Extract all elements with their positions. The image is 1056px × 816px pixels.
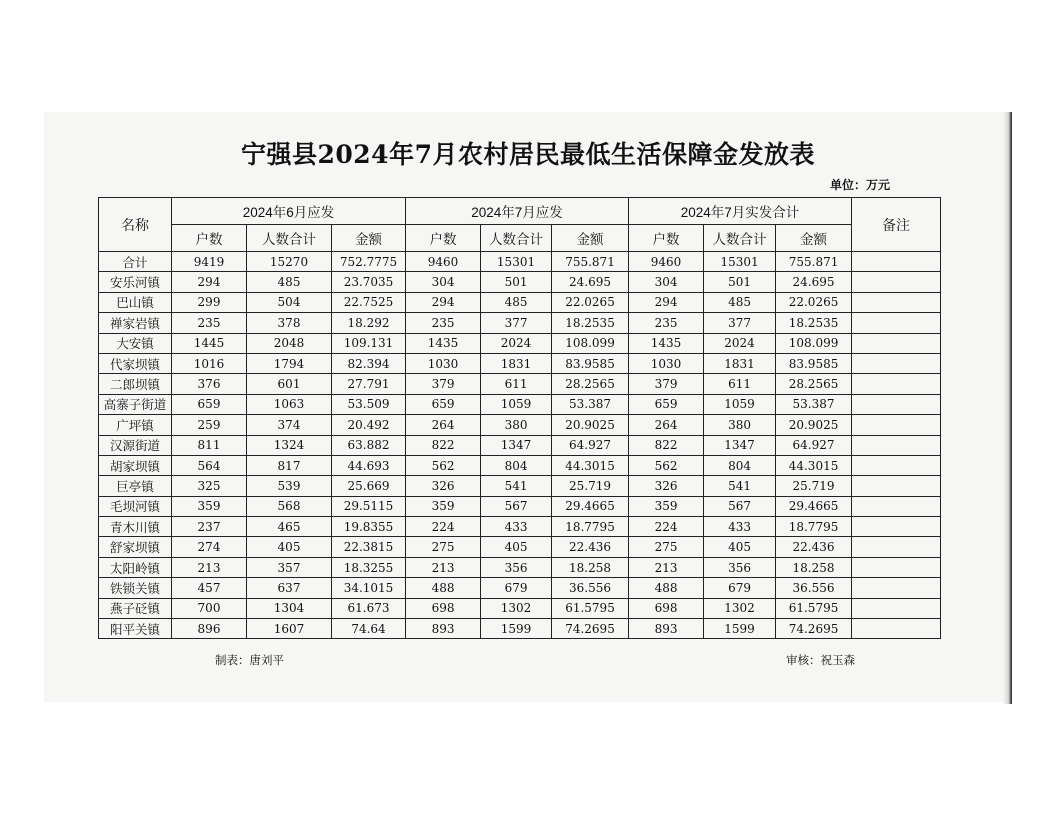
value-cell: 61.673 bbox=[332, 598, 406, 618]
table-body bbox=[99, 252, 941, 639]
remark-cell bbox=[852, 394, 941, 414]
table-row bbox=[99, 313, 941, 333]
row-name-cell: 高寨子街道 bbox=[99, 394, 172, 414]
value-cell: 567 bbox=[704, 496, 776, 516]
value-cell: 9460 bbox=[406, 252, 481, 272]
value-cell: 817 bbox=[247, 455, 332, 475]
value-cell: 539 bbox=[247, 476, 332, 496]
value-cell: 1059 bbox=[481, 394, 552, 414]
row-name-cell: 舒家坝镇 bbox=[99, 537, 172, 557]
value-cell: 357 bbox=[247, 557, 332, 577]
remark-cell bbox=[852, 517, 941, 537]
value-cell: 755.871 bbox=[552, 252, 629, 272]
value-cell: 61.5795 bbox=[776, 598, 852, 618]
value-cell: 698 bbox=[629, 598, 704, 618]
remark-cell bbox=[852, 435, 941, 455]
value-cell: 2048 bbox=[247, 333, 332, 353]
value-cell: 755.871 bbox=[776, 252, 852, 272]
value-cell: 488 bbox=[406, 578, 481, 598]
row-name-cell: 燕子砭镇 bbox=[99, 598, 172, 618]
table-row bbox=[99, 394, 941, 414]
row-name-cell: 巴山镇 bbox=[99, 292, 172, 312]
value-cell: 29.4665 bbox=[552, 496, 629, 516]
value-cell: 659 bbox=[406, 394, 481, 414]
table-row bbox=[99, 517, 941, 537]
value-cell: 659 bbox=[172, 394, 247, 414]
value-cell: 25.719 bbox=[552, 476, 629, 496]
row-name-cell: 大安镇 bbox=[99, 333, 172, 353]
value-cell: 53.387 bbox=[776, 394, 852, 414]
value-cell: 224 bbox=[406, 517, 481, 537]
value-cell: 374 bbox=[247, 415, 332, 435]
value-cell: 235 bbox=[406, 313, 481, 333]
table-row bbox=[99, 598, 941, 618]
table-row bbox=[99, 619, 941, 639]
table-row bbox=[99, 252, 941, 272]
remark-cell bbox=[852, 578, 941, 598]
value-cell: 564 bbox=[172, 455, 247, 475]
value-cell: 22.0265 bbox=[776, 292, 852, 312]
value-cell: 1324 bbox=[247, 435, 332, 455]
value-cell: 1302 bbox=[481, 598, 552, 618]
header-amount: 金额 bbox=[332, 225, 406, 252]
row-name-cell: 广坪镇 bbox=[99, 415, 172, 435]
header-amount: 金额 bbox=[776, 225, 852, 252]
value-cell: 275 bbox=[406, 537, 481, 557]
value-cell: 433 bbox=[704, 517, 776, 537]
table-row bbox=[99, 353, 941, 373]
remark-cell bbox=[852, 353, 941, 373]
table-row bbox=[99, 415, 941, 435]
value-cell: 377 bbox=[481, 313, 552, 333]
value-cell: 294 bbox=[172, 272, 247, 292]
value-cell: 380 bbox=[704, 415, 776, 435]
value-cell: 9419 bbox=[172, 252, 247, 272]
remark-cell bbox=[852, 313, 941, 333]
value-cell: 2024 bbox=[704, 333, 776, 353]
table-row bbox=[99, 537, 941, 557]
value-cell: 29.4665 bbox=[776, 496, 852, 516]
value-cell: 893 bbox=[629, 619, 704, 639]
value-cell: 64.927 bbox=[552, 435, 629, 455]
row-name-cell: 代家坝镇 bbox=[99, 353, 172, 373]
header-persons: 人数合计 bbox=[704, 225, 776, 252]
value-cell: 22.436 bbox=[552, 537, 629, 557]
value-cell: 294 bbox=[406, 292, 481, 312]
value-cell: 264 bbox=[629, 415, 704, 435]
value-cell: 1302 bbox=[704, 598, 776, 618]
row-name-cell: 汉源街道 bbox=[99, 435, 172, 455]
value-cell: 1347 bbox=[704, 435, 776, 455]
value-cell: 235 bbox=[172, 313, 247, 333]
value-cell: 61.5795 bbox=[552, 598, 629, 618]
table-row bbox=[99, 496, 941, 516]
value-cell: 1794 bbox=[247, 353, 332, 373]
value-cell: 501 bbox=[704, 272, 776, 292]
table-row bbox=[99, 292, 941, 312]
value-cell: 326 bbox=[406, 476, 481, 496]
value-cell: 294 bbox=[629, 292, 704, 312]
value-cell: 379 bbox=[629, 374, 704, 394]
value-cell: 20.492 bbox=[332, 415, 406, 435]
row-name-cell: 青木川镇 bbox=[99, 517, 172, 537]
value-cell: 213 bbox=[629, 557, 704, 577]
value-cell: 679 bbox=[704, 578, 776, 598]
value-cell: 213 bbox=[172, 557, 247, 577]
value-cell: 356 bbox=[704, 557, 776, 577]
value-cell: 20.9025 bbox=[552, 415, 629, 435]
value-cell: 822 bbox=[406, 435, 481, 455]
value-cell: 1347 bbox=[481, 435, 552, 455]
page-edge-shadow bbox=[1003, 112, 1012, 704]
value-cell: 63.882 bbox=[332, 435, 406, 455]
value-cell: 74.64 bbox=[332, 619, 406, 639]
value-cell: 433 bbox=[481, 517, 552, 537]
value-cell: 541 bbox=[704, 476, 776, 496]
value-cell: 25.669 bbox=[332, 476, 406, 496]
value-cell: 698 bbox=[406, 598, 481, 618]
remark-cell bbox=[852, 272, 941, 292]
value-cell: 485 bbox=[704, 292, 776, 312]
value-cell: 752.7775 bbox=[332, 252, 406, 272]
value-cell: 356 bbox=[481, 557, 552, 577]
value-cell: 15301 bbox=[704, 252, 776, 272]
value-cell: 1435 bbox=[406, 333, 481, 353]
value-cell: 405 bbox=[481, 537, 552, 557]
value-cell: 359 bbox=[172, 496, 247, 516]
value-cell: 83.9585 bbox=[552, 353, 629, 373]
value-cell: 405 bbox=[247, 537, 332, 557]
value-cell: 18.258 bbox=[776, 557, 852, 577]
unit-label: 单位：万元 bbox=[830, 178, 891, 192]
value-cell: 224 bbox=[629, 517, 704, 537]
table-row bbox=[99, 578, 941, 598]
value-cell: 1445 bbox=[172, 333, 247, 353]
value-cell: 811 bbox=[172, 435, 247, 455]
value-cell: 379 bbox=[406, 374, 481, 394]
value-cell: 304 bbox=[629, 272, 704, 292]
row-name-cell: 毛坝河镇 bbox=[99, 496, 172, 516]
value-cell: 22.436 bbox=[776, 537, 852, 557]
table-row bbox=[99, 435, 941, 455]
value-cell: 485 bbox=[481, 292, 552, 312]
remark-cell bbox=[852, 598, 941, 618]
value-cell: 611 bbox=[704, 374, 776, 394]
value-cell: 325 bbox=[172, 476, 247, 496]
value-cell: 64.927 bbox=[776, 435, 852, 455]
row-name-cell: 二郎坝镇 bbox=[99, 374, 172, 394]
value-cell: 659 bbox=[629, 394, 704, 414]
value-cell: 275 bbox=[629, 537, 704, 557]
value-cell: 74.2695 bbox=[776, 619, 852, 639]
value-cell: 804 bbox=[704, 455, 776, 475]
value-cell: 44.693 bbox=[332, 455, 406, 475]
value-cell: 237 bbox=[172, 517, 247, 537]
allowance-table bbox=[98, 197, 941, 639]
value-cell: 1435 bbox=[629, 333, 704, 353]
remark-cell bbox=[852, 455, 941, 475]
value-cell: 465 bbox=[247, 517, 332, 537]
value-cell: 376 bbox=[172, 374, 247, 394]
header-amount: 金额 bbox=[552, 225, 629, 252]
value-cell: 15270 bbox=[247, 252, 332, 272]
value-cell: 2024 bbox=[481, 333, 552, 353]
table-header bbox=[99, 198, 941, 252]
value-cell: 568 bbox=[247, 496, 332, 516]
row-name-cell: 禅家岩镇 bbox=[99, 313, 172, 333]
table-row bbox=[99, 476, 941, 496]
value-cell: 235 bbox=[629, 313, 704, 333]
row-name-cell: 安乐河镇 bbox=[99, 272, 172, 292]
page-title: 宁强县2024年7月农村居民最低生活保障金发放表 bbox=[241, 140, 815, 169]
header-group-june: 2024年6月应发 bbox=[172, 198, 406, 225]
value-cell: 109.131 bbox=[332, 333, 406, 353]
remark-cell bbox=[852, 292, 941, 312]
value-cell: 20.9025 bbox=[776, 415, 852, 435]
value-cell: 18.292 bbox=[332, 313, 406, 333]
remark-cell bbox=[852, 537, 941, 557]
value-cell: 274 bbox=[172, 537, 247, 557]
value-cell: 28.2565 bbox=[552, 374, 629, 394]
row-name-cell: 阳平关镇 bbox=[99, 619, 172, 639]
value-cell: 1059 bbox=[704, 394, 776, 414]
value-cell: 28.2565 bbox=[776, 374, 852, 394]
prepared-by: 制表：唐刘平 bbox=[215, 653, 284, 667]
row-name-cell: 太阳岭镇 bbox=[99, 557, 172, 577]
value-cell: 504 bbox=[247, 292, 332, 312]
table-row bbox=[99, 272, 941, 292]
value-cell: 380 bbox=[481, 415, 552, 435]
header-group-july-paid: 2024年7月实发合计 bbox=[629, 198, 852, 225]
value-cell: 213 bbox=[406, 557, 481, 577]
value-cell: 27.791 bbox=[332, 374, 406, 394]
value-cell: 264 bbox=[406, 415, 481, 435]
value-cell: 19.8355 bbox=[332, 517, 406, 537]
value-cell: 36.556 bbox=[776, 578, 852, 598]
value-cell: 18.2535 bbox=[776, 313, 852, 333]
value-cell: 1030 bbox=[406, 353, 481, 373]
value-cell: 541 bbox=[481, 476, 552, 496]
value-cell: 23.7035 bbox=[332, 272, 406, 292]
value-cell: 562 bbox=[629, 455, 704, 475]
remark-cell bbox=[852, 619, 941, 639]
value-cell: 15301 bbox=[481, 252, 552, 272]
value-cell: 44.3015 bbox=[776, 455, 852, 475]
value-cell: 82.394 bbox=[332, 353, 406, 373]
value-cell: 567 bbox=[481, 496, 552, 516]
header-group-july-due: 2024年7月应发 bbox=[406, 198, 629, 225]
value-cell: 822 bbox=[629, 435, 704, 455]
value-cell: 1599 bbox=[704, 619, 776, 639]
header-remark: 备注 bbox=[852, 198, 941, 252]
value-cell: 18.7795 bbox=[552, 517, 629, 537]
value-cell: 108.099 bbox=[552, 333, 629, 353]
row-name-cell: 胡家坝镇 bbox=[99, 455, 172, 475]
value-cell: 601 bbox=[247, 374, 332, 394]
table-row bbox=[99, 455, 941, 475]
value-cell: 562 bbox=[406, 455, 481, 475]
value-cell: 1599 bbox=[481, 619, 552, 639]
remark-cell bbox=[852, 374, 941, 394]
value-cell: 24.695 bbox=[552, 272, 629, 292]
remark-cell bbox=[852, 557, 941, 577]
value-cell: 611 bbox=[481, 374, 552, 394]
remark-cell bbox=[852, 476, 941, 496]
value-cell: 22.7525 bbox=[332, 292, 406, 312]
table-row bbox=[99, 374, 941, 394]
value-cell: 24.695 bbox=[776, 272, 852, 292]
header-households: 户数 bbox=[172, 225, 247, 252]
value-cell: 1016 bbox=[172, 353, 247, 373]
table-row bbox=[99, 557, 941, 577]
value-cell: 405 bbox=[704, 537, 776, 557]
value-cell: 700 bbox=[172, 598, 247, 618]
value-cell: 804 bbox=[481, 455, 552, 475]
value-cell: 304 bbox=[406, 272, 481, 292]
value-cell: 1030 bbox=[629, 353, 704, 373]
value-cell: 299 bbox=[172, 292, 247, 312]
header-name: 名称 bbox=[99, 198, 172, 252]
remark-cell bbox=[852, 496, 941, 516]
remark-cell bbox=[852, 333, 941, 353]
value-cell: 22.3815 bbox=[332, 537, 406, 557]
value-cell: 259 bbox=[172, 415, 247, 435]
value-cell: 18.3255 bbox=[332, 557, 406, 577]
value-cell: 679 bbox=[481, 578, 552, 598]
value-cell: 377 bbox=[704, 313, 776, 333]
value-cell: 457 bbox=[172, 578, 247, 598]
value-cell: 18.7795 bbox=[776, 517, 852, 537]
row-name-cell: 铁锁关镇 bbox=[99, 578, 172, 598]
value-cell: 1063 bbox=[247, 394, 332, 414]
value-cell: 53.509 bbox=[332, 394, 406, 414]
value-cell: 896 bbox=[172, 619, 247, 639]
value-cell: 53.387 bbox=[552, 394, 629, 414]
value-cell: 29.5115 bbox=[332, 496, 406, 516]
value-cell: 108.099 bbox=[776, 333, 852, 353]
value-cell: 359 bbox=[629, 496, 704, 516]
value-cell: 9460 bbox=[629, 252, 704, 272]
header-persons: 人数合计 bbox=[247, 225, 332, 252]
reviewed-by: 审核：祝玉森 bbox=[786, 653, 855, 667]
value-cell: 488 bbox=[629, 578, 704, 598]
value-cell: 36.556 bbox=[552, 578, 629, 598]
header-persons: 人数合计 bbox=[481, 225, 552, 252]
row-name-cell: 巨亭镇 bbox=[99, 476, 172, 496]
value-cell: 18.258 bbox=[552, 557, 629, 577]
row-name-cell: 合计 bbox=[99, 252, 172, 272]
value-cell: 326 bbox=[629, 476, 704, 496]
value-cell: 637 bbox=[247, 578, 332, 598]
value-cell: 485 bbox=[247, 272, 332, 292]
value-cell: 501 bbox=[481, 272, 552, 292]
value-cell: 378 bbox=[247, 313, 332, 333]
value-cell: 44.3015 bbox=[552, 455, 629, 475]
value-cell: 1831 bbox=[704, 353, 776, 373]
remark-cell bbox=[852, 252, 941, 272]
table-row bbox=[99, 333, 941, 353]
value-cell: 1831 bbox=[481, 353, 552, 373]
header-households: 户数 bbox=[629, 225, 704, 252]
value-cell: 359 bbox=[406, 496, 481, 516]
value-cell: 34.1015 bbox=[332, 578, 406, 598]
value-cell: 1304 bbox=[247, 598, 332, 618]
value-cell: 893 bbox=[406, 619, 481, 639]
value-cell: 18.2535 bbox=[552, 313, 629, 333]
value-cell: 74.2695 bbox=[552, 619, 629, 639]
value-cell: 25.719 bbox=[776, 476, 852, 496]
value-cell: 1607 bbox=[247, 619, 332, 639]
value-cell: 22.0265 bbox=[552, 292, 629, 312]
remark-cell bbox=[852, 415, 941, 435]
value-cell: 83.9585 bbox=[776, 353, 852, 373]
header-households: 户数 bbox=[406, 225, 481, 252]
